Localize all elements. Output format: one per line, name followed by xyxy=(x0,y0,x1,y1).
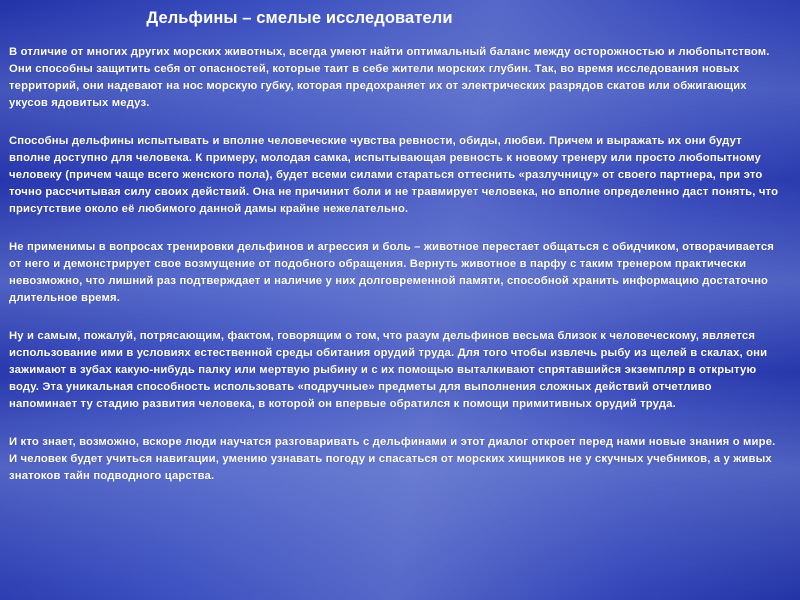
slide-title: Дельфины – смелые исследователи xyxy=(146,9,453,27)
paragraph-4: Ну и самым, пожалуй, потрясающим, фактом, говорящим о том, что разум дельфинов весьма близок к человеческому, является использование ими в условиях естественной среды обитания орудий труда. Для того чтобы извлечь рыбу из щелей в скалах, они зажимают в зубах какую-нибудь палку или мертвую рыбину и с их помощью выталкивают спрятавшийся экземпляр в открытую воду. Эта уникальная способность использовать «подручные» предметы для выполнения сложных действий отчетливо напоминает ту стадию развития человека, в которой он впервые обратился к помощи примитивных орудий труда. xyxy=(9,330,768,410)
paragraph-5: И кто знает, возможно, вскоре люди научатся разговаривать с дельфинами и этот диалог откроет перед нами новые знания о мире. И человек будет учиться навигации, умению узнавать погоду и спасаться от морских хищников не у скучных учебников, а у живых знатоков тайн подводного царства. xyxy=(9,436,776,482)
paragraph-1: В отличие от многих других морских животных, всегда умеют найти оптимальный баланс между осторожностью и любопытством. Они способны защитить себя от опасностей, которые таит в себе жители морских глубин. Так, во время исследования новых территорий, они надевают на нос морскую губку, которая предохраняет их от электрических разрядов скатов или обжигающих укусов ядовитых медуз. xyxy=(9,46,770,109)
paragraph-2: Способны дельфины испытывать и вполне человеческие чувства ревности, обиды, любви. Причем и выражать их они будут вполне доступно для человека. К примеру, молодая самка, испытывающая ревность к новому тренеру или просто любопытному человеку (причем чаще всего женского пола), будет всеми силами стараться оттеснить «разлучницу» от своего партнера, при это точно рассчитывая силу своих действий. Она не причинит боли и не травмирует человека, но вполне определенно даст понять, что присутствие около её любимого данной дамы крайне нежелательно. xyxy=(9,135,779,215)
paragraph-3: Не применимы в вопросах тренировки дельфинов и агрессия и боль – животное перестает общаться с обидчиком, отворачивается от него и демонстрирует свое возмущение от подобного обращения. Вернуть животное в парфу с таким тренером практически невозможно, что лишний раз подтверждает и наличие у них долговременной памяти, способной хранить информацию достаточно длительное время. xyxy=(9,241,775,304)
